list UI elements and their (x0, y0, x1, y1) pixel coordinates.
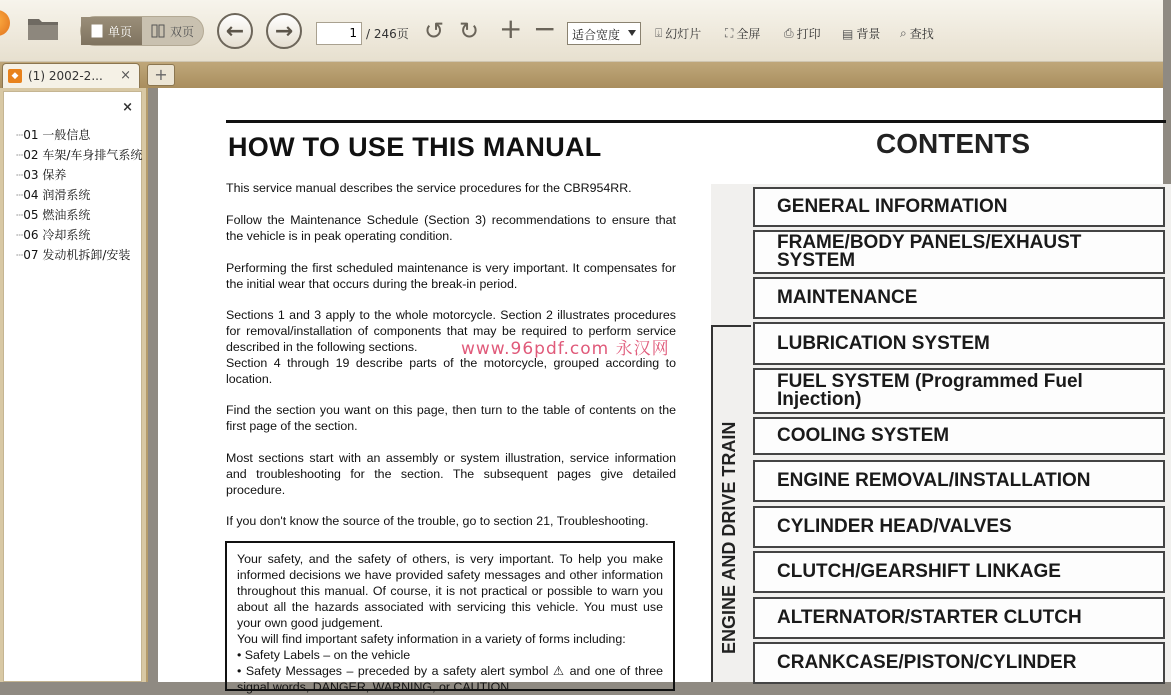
zoom-in-icon[interactable]: + (499, 12, 523, 45)
header-rule (226, 120, 1166, 123)
toolbar (0, 0, 1163, 62)
pdf-file-icon: ◆ (8, 69, 22, 83)
sidebar (0, 88, 148, 682)
prev-page-button[interactable] (217, 13, 253, 49)
page-heading: HOW TO USE THIS MANUAL (228, 132, 602, 162)
double-page-icon (151, 24, 165, 38)
next-page-button[interactable] (266, 13, 302, 49)
contents-item: LUBRICATION SYSTEM (753, 322, 1165, 365)
bookmark-item[interactable]: ┄05 燃油系统 (16, 208, 91, 222)
contents-item: FUEL SYSTEM (Programmed Fuel Injection) (753, 368, 1165, 414)
find-label: 查找 (909, 27, 934, 41)
bookmark-item[interactable]: ┄04 润滑系统 (16, 188, 91, 202)
contents-item: GENERAL INFORMATION (753, 187, 1165, 227)
zoom-out-icon[interactable]: − (533, 12, 557, 45)
paragraph: This service manual describes the service procedures for the CBR954RR. (226, 181, 632, 195)
safety-text: • Safety Messages – preceded by a safety alert symbol ⚠ and one of three signal words, DANGER, WARNING, or CAUTION. (237, 664, 663, 694)
page-number-input[interactable]: 1 (316, 22, 362, 45)
contents-item: CLUTCH/GEARSHIFT LINKAGE (753, 551, 1165, 593)
contents-item: FRAME/BODY PANELS/EXHAUST SYSTEM (753, 230, 1165, 274)
double-page-button[interactable] (142, 17, 203, 45)
rotate-right-icon[interactable]: ↻ (459, 17, 480, 45)
page-mode-toggle (80, 16, 204, 46)
document-tab-title: (1) 2002-2... (28, 69, 103, 83)
paragraph: Most sections start with an assembly or system illustration, service information and troubleshooting for the section. The subsequent pages give detailed procedure. (226, 451, 676, 497)
single-page-icon (91, 24, 103, 38)
bookmark-item[interactable]: ┄03 保养 (16, 168, 67, 182)
paragraph: Section 4 through 19 describe parts of the motorcycle, grouped according to location. (226, 356, 676, 386)
contents-item: ALTERNATOR/STARTER CLUTCH (753, 597, 1165, 639)
double-page-label: 双页 (169, 24, 194, 39)
zoom-select[interactable] (567, 22, 641, 45)
sidebar-splitter[interactable] (150, 88, 158, 682)
page-total: / 246页 (366, 27, 409, 41)
print-label: 打印 (796, 27, 821, 41)
contents-item: ENGINE REMOVAL/INSTALLATION (753, 460, 1165, 502)
paragraph: Find the section you want on this page, then turn to the table of contents on the first page of the section. (226, 403, 676, 433)
contents-item: COOLING SYSTEM (753, 417, 1165, 455)
zoom-value: 适合宽度 (572, 28, 621, 42)
arrow-right-icon: → (274, 18, 294, 44)
paragraph: If you don't know the source of the trouble, go to section 21, Troubleshooting. (226, 514, 649, 528)
slideshow-icon: ⍗ (655, 26, 663, 40)
chevron-down-icon (628, 30, 636, 36)
document-page (158, 88, 1163, 694)
single-page-label: 单页 (107, 24, 132, 39)
safety-box (225, 541, 675, 694)
contents-item: MAINTENANCE (753, 277, 1165, 319)
slideshow-label: 幻灯片 (665, 27, 702, 41)
print-button[interactable] (784, 25, 821, 42)
tab-bar (0, 62, 1163, 88)
bookmark-panel (3, 91, 142, 682)
new-tab-button[interactable]: + (147, 64, 175, 86)
bookmark-item[interactable]: ┄06 冷却系统 (16, 228, 91, 242)
paragraph: Follow the Maintenance Schedule (Section 3) recommendations to ensure that the vehicle is in peak operating condition. (226, 213, 676, 243)
paragraph: Performing the first scheduled maintenance is very important. It compensates for the initial wear that occurs during the break-in period. (226, 261, 676, 291)
safety-text: You will find important safety information in a variety of forms including: (237, 632, 626, 646)
slideshow-button[interactable] (655, 25, 701, 42)
app-logo-icon (0, 10, 10, 36)
bookmark-item[interactable]: ┄02 车架/车身排气系统 (16, 148, 143, 162)
background-label: 背景 (856, 27, 881, 41)
paragraph: Sections 1 and 3 apply to the whole motorcycle. Section 2 illustrates procedures for removal/installation of components that may be required to perform service described in the following sections. (226, 308, 676, 354)
single-page-button[interactable] (81, 17, 142, 45)
safety-text: Your safety, and the safety of others, is very important. To help you make informed decisions we have provided safety messages and other information throughout this manual. Of course, it is not practical or possible to warn you about all the hazards associated with servicing this vehicle. You must use your own good judgement. (237, 552, 663, 630)
background-button[interactable] (842, 25, 880, 42)
arrow-left-icon: ← (225, 18, 245, 44)
fullscreen-icon: ⛶ (725, 26, 734, 40)
contents-item: CYLINDER HEAD/VALVES (753, 506, 1165, 548)
close-tab-icon[interactable]: × (120, 68, 131, 83)
search-icon: ⌕ (900, 26, 907, 40)
background-icon: ▤ (842, 26, 854, 41)
find-button[interactable] (900, 25, 934, 42)
group-label: ENGINE AND DRIVE TRAIN (719, 421, 739, 654)
document-tab[interactable] (2, 63, 140, 88)
safety-text: • Safety Labels – on the vehicle (237, 648, 411, 662)
rotate-left-icon[interactable]: ↺ (424, 17, 445, 45)
watermark: www.96pdf.com 永汉网 (461, 339, 670, 359)
bookmark-item[interactable]: ┄01 一般信息 (16, 128, 91, 142)
contents-title: CONTENTS (876, 128, 1030, 159)
open-folder-icon[interactable] (26, 14, 60, 42)
fullscreen-button[interactable] (725, 25, 760, 42)
contents-item: CRANKCASE/PISTON/CYLINDER (753, 642, 1165, 684)
print-icon: ⎙ (784, 26, 794, 40)
bookmark-item[interactable]: ┄07 发动机拆卸/安装 (16, 248, 131, 262)
close-sidebar-icon[interactable]: × (122, 100, 133, 115)
fullscreen-label: 全屏 (736, 27, 761, 41)
